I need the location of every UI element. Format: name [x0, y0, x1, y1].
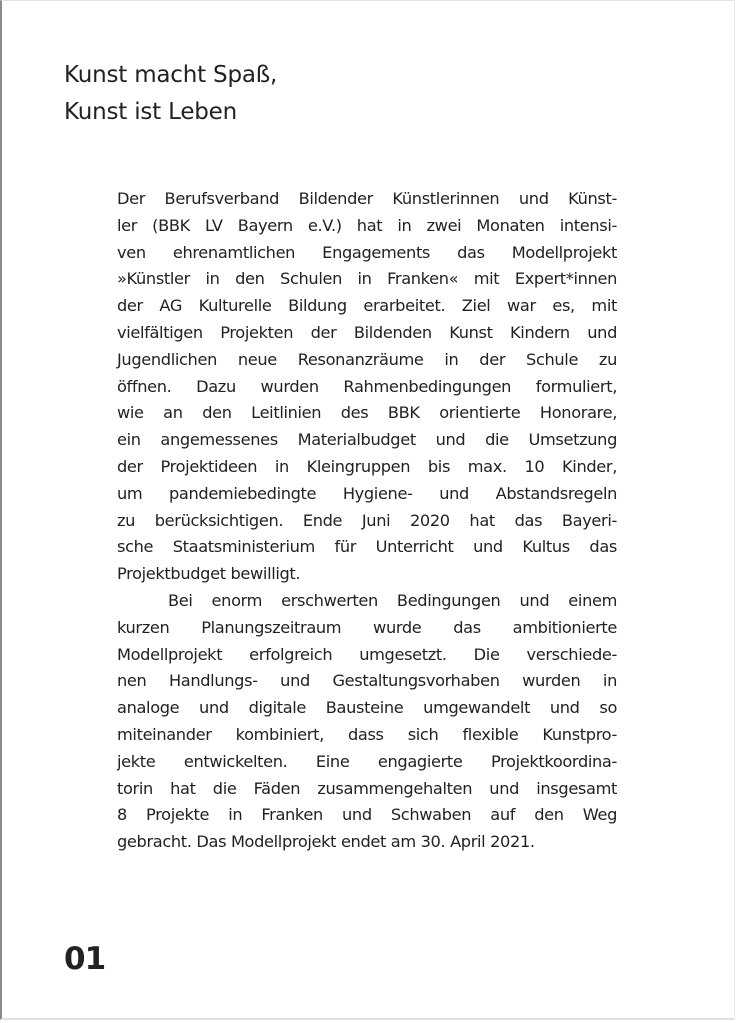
text-line: wie an den Leitlinien des BBK orientierte Honorare, [117, 403, 617, 423]
text-line: Der Berufsverband Bildender Künstlerinnen und Künst- [117, 189, 617, 208]
text-line: vielfältigen Projekten der Bildenden Kunst Kindern und [117, 322, 617, 342]
text-line: ler (BBK LV Bayern e.V.) hat in zwei Monaten intensi- [117, 215, 617, 235]
text-line: 8 Projekte in Franken und Schwaben auf den Weg [117, 805, 617, 825]
text-line: sche Staatsministerium für Unterricht und Kultus das [117, 537, 617, 557]
text-line: ein angemessenes Materialbudget und die Umsetzung [117, 430, 617, 450]
text-line: analoge und digitale Bausteine umgewandelt und so [117, 698, 617, 718]
text-line: kurzen Planungszeitraum wurde das ambitionierte [117, 617, 617, 637]
text-line: ven ehrenamtlichen Engagements das Modellprojekt [117, 242, 617, 262]
text-line: der AG Kulturelle Bildung erarbeitet. Ziel war es, mit [117, 296, 617, 316]
text-line: jekte entwickelten. Eine engagierte Projektkoordina- [117, 751, 617, 771]
body-text [117, 186, 617, 856]
page-title [64, 57, 277, 131]
paragraph-1 [117, 186, 617, 588]
text-line: Bei enorm erschwerten Bedingungen und einem [168, 590, 617, 610]
text-line: der Projektideen in Kleingruppen bis max. 10 Kinder, [117, 456, 617, 476]
text-line: gebracht. Das Modellprojekt endet am 30. April 2021. [117, 832, 535, 852]
page-number: 01 [64, 941, 106, 977]
text-line: um pandemiebedingte Hygiene- und Abstandsregeln [117, 483, 617, 503]
text-line: Jugendlichen neue Resonanzräume in der Schule zu [117, 349, 617, 369]
text-line: zu berücksichtigen. Ende Juni 2020 hat das Bayeri- [117, 510, 617, 530]
text-line: öffnen. Dazu wurden Rahmenbedingungen formuliert, [117, 376, 617, 396]
text-line: Modellprojekt erfolgreich umgesetzt. Die verschiede- [117, 644, 617, 664]
text-line: torin hat die Fäden zusammengehalten und insgesamt [117, 778, 617, 798]
text-line: miteinander kombiniert, dass sich flexible Kunstpro- [117, 724, 617, 744]
title-line-2: Kunst ist Leben [64, 99, 237, 125]
text-line: Projektbudget bewilligt. [117, 564, 301, 584]
text-line: »Künstler in den Schulen in Franken« mit Expert*innen [117, 269, 617, 289]
title-line-1: Kunst macht Spaß, [64, 62, 278, 88]
paragraph-2 [117, 588, 617, 856]
text-line: nen Handlungs- und Gestaltungsvorhaben wurden in [117, 671, 617, 691]
